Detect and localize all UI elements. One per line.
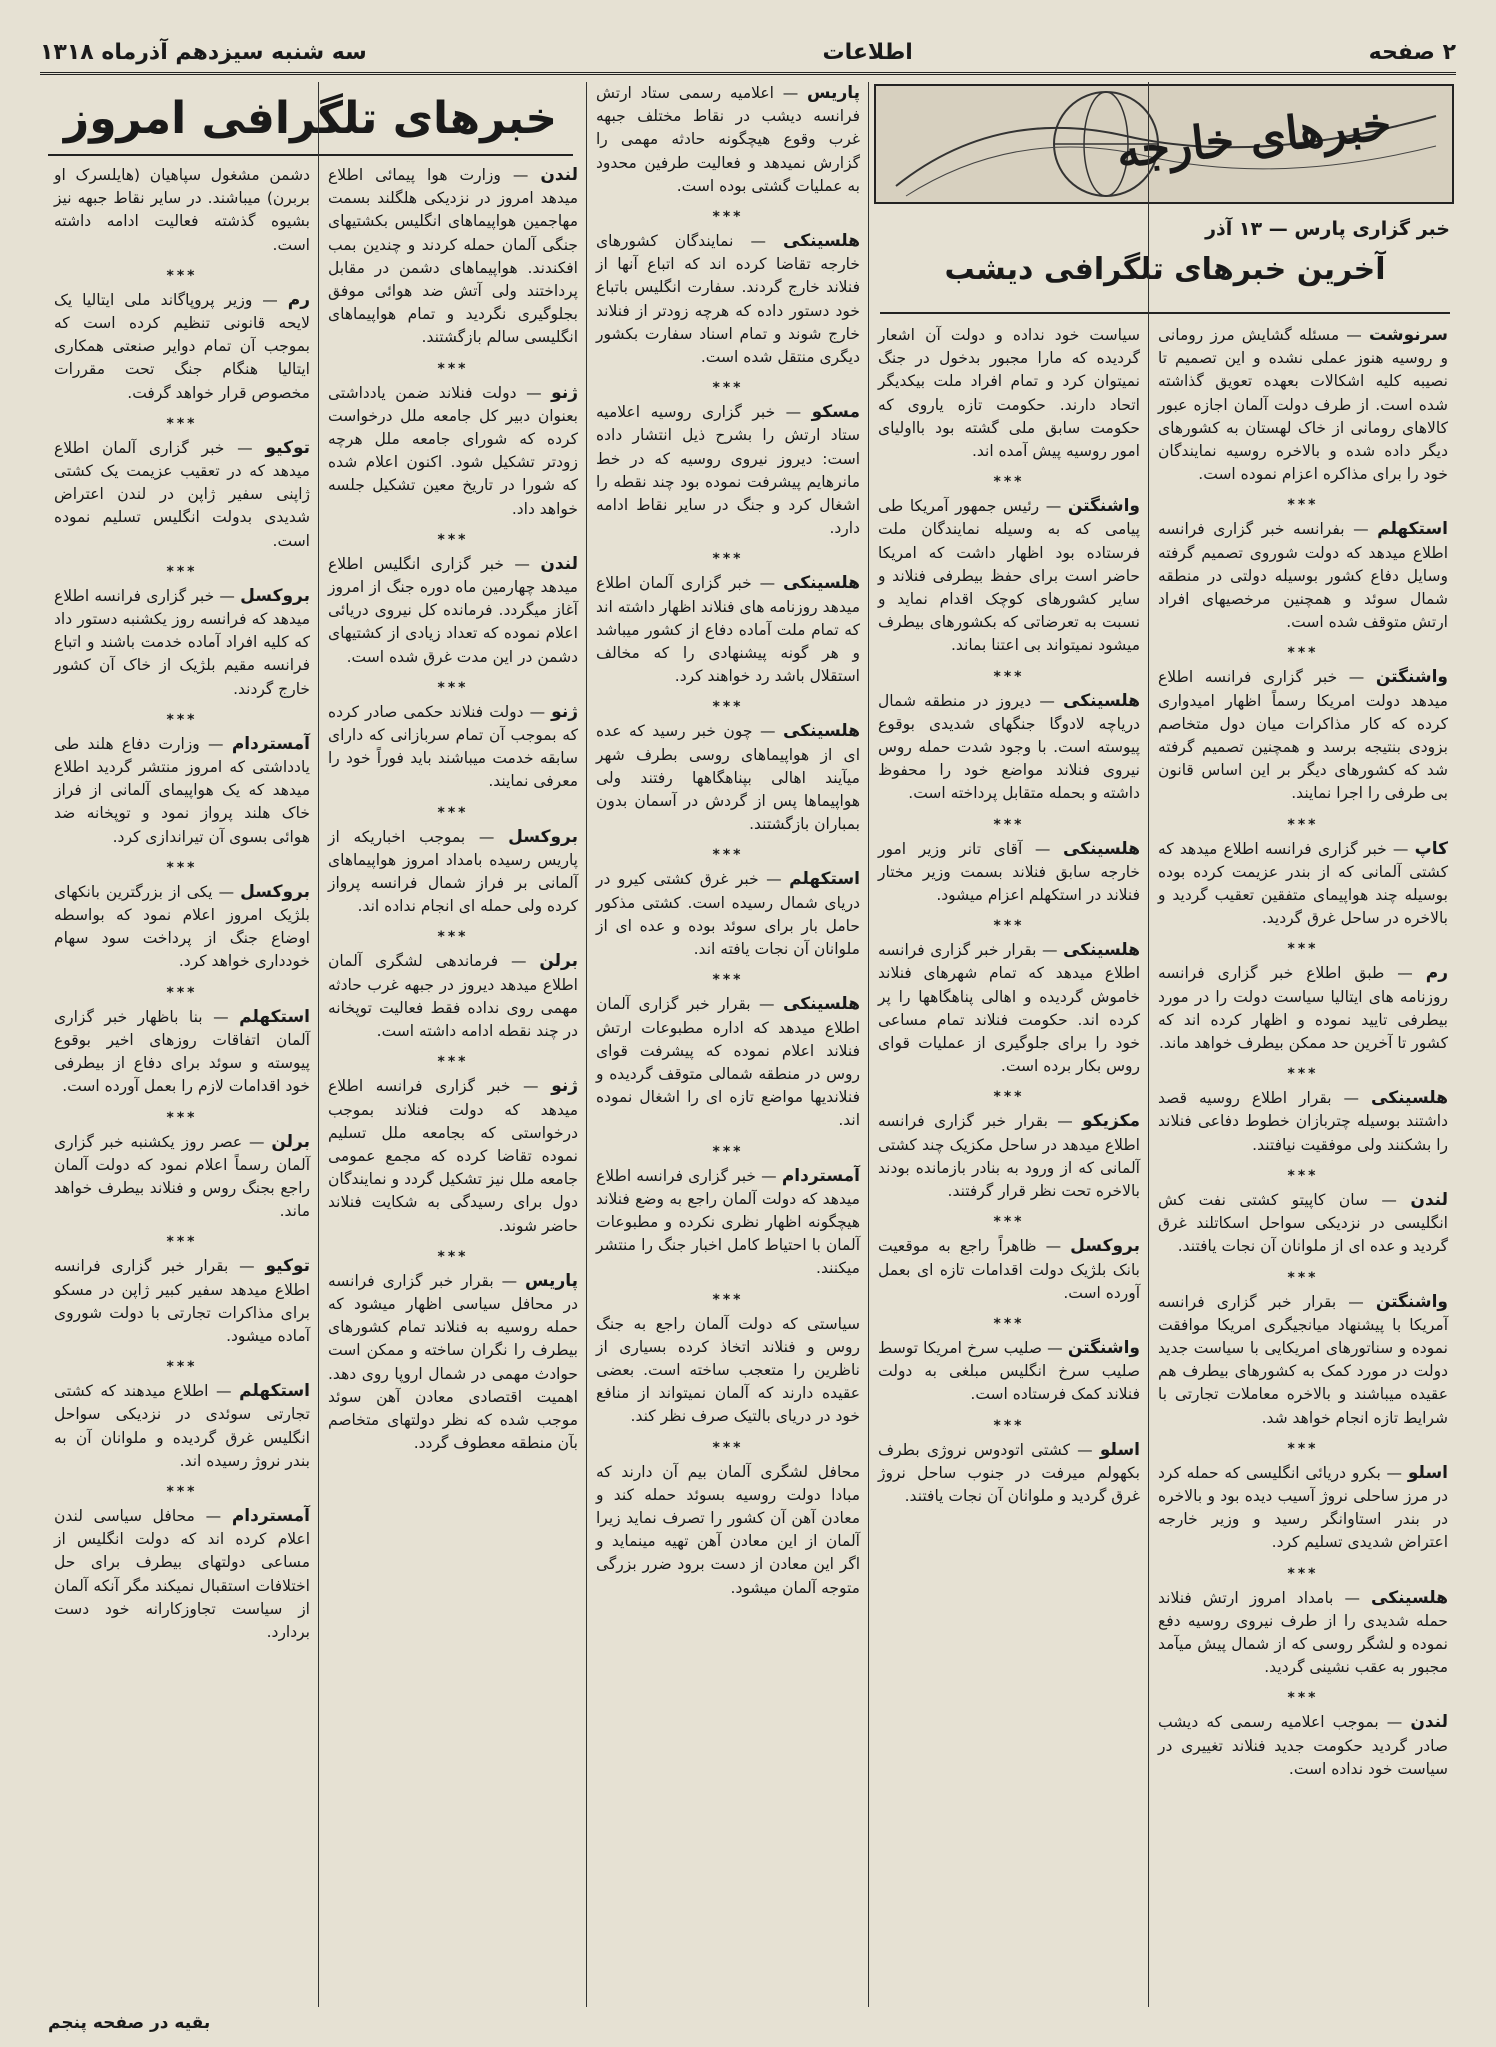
article-body: بقرار خبر گزاری فرانسه در محافل سیاسی اظهار میشود که حمله روسیه به فنلاند تمام کشورهای بیطرف را نگران ساخته و ممکن است حوادث مهمی در شمال اروپا روی دهد. اهمیت اقتصادی معادن آهن سوئد موجب شده که نظر دولتهای متخاصم بآن منطقه معطوف گردد.: [328, 1271, 578, 1453]
article-dateline-city: اسلو: [1099, 1439, 1141, 1460]
article-dateline-city: هلسینکی: [783, 994, 861, 1015]
news-article: لندن — سان کاپیتو کشتی نفت کش انگلیسی در نزدیکی سواحل اسکاتلند غرق گردید و عده ای از ملوانان آن نجات یافتند.: [1158, 1189, 1448, 1256]
news-article: هلسینکی — خبر گزاری آلمان اطلاع میدهد روزنامه های فنلاند اظهار داشته اند که تمام ملت آماده دفاع از کشور میباشد و هر گونه پیشنهادی را که مخالف استقلال باشد رد خواهند کرد.: [596, 573, 860, 686]
article-separator: ***: [437, 804, 469, 821]
article-separator: ***: [993, 1089, 1025, 1106]
article-body: خبر غرق کشتی کیرو در دریای شمال رسیده است. کشتی مذکور حامل بار برای سوئد بوده و عده ای از ملوانان آن نجات یافته اند.: [596, 870, 860, 959]
article-dateline-city: اسلو: [1407, 1462, 1448, 1483]
article-dateline-city: هلسینکی: [1063, 838, 1140, 859]
paper-name: اطلاعات: [822, 39, 913, 65]
article-separator: ***: [1287, 497, 1319, 514]
news-article: هلسینکی — نمایندگان کشورهای خارجه تقاضا کرده اند که اتباع آنها از فنلاند خارج گردند. سفارت انگلیس باتباع خود دستور داده که هرچه زودتر از فنلاند خارج شوند و تمام اسناد سفارت بکشور دیگری منتقل شده است.: [596, 231, 860, 367]
article-body: بنا باظهار خبر گزاری آلمان اتفاقات روزهای اخیر بوقوع پیوسته و سوئد برای دفاع از بیطرفی خود اقدامات لازم را بعمل آورده است.: [54, 1007, 310, 1096]
article-dateline-city: آمستردام: [231, 1505, 311, 1526]
article-separator: ***: [1287, 1565, 1319, 1582]
column-5: [46, 164, 318, 2007]
left-headline: خبرهای تلگرافی امروز: [48, 84, 573, 156]
article-separator: ***: [437, 929, 469, 946]
news-article: استکهلم — خبر غرق کشتی کیرو در دریای شمال رسیده است. کشتی مذکور حامل بار برای سوئد بوده و عده ای از ملوانان آن نجات یافته اند.: [596, 869, 860, 959]
article-separator: ***: [1287, 1440, 1319, 1457]
article-dateline-city: مکزیکو: [1082, 1111, 1141, 1132]
article-separator: ***: [166, 859, 198, 876]
column-1: [1150, 324, 1456, 2007]
article-dateline-city: استکهلم: [789, 869, 860, 890]
news-article: ژنو — خبر گزاری فرانسه اطلاع میدهد که دولت فنلاند بموجب درخواستی که بجامعه ملل تسلیم نموده تقاضا کرده که مجمع عمومی جامعه ملل نیز تشکیل گردد و نمایندگان دول برای رسیدگی به شکایت فنلاند حاضر شوند.: [328, 1076, 579, 1235]
article-separator: ***: [166, 415, 198, 432]
article-body: بقرار اطلاع روسیه قصد داشتند بوسیله چتربازان خطوط دفاعی فنلاند را بشکنند ولی موفقیت نیافتند.: [1158, 1089, 1448, 1154]
news-article: مسکو — خبر گزاری روسیه اعلامیه ستاد ارتش را بشرح ذیل انتشار داده است: دیروز نیروی روسیه که در خط مانرهایم پیشرفت نموده بود چند نقطه را اشغال کرد و جنگ در سایر نقاط ادامه دارد.: [596, 402, 860, 538]
news-article: [596, 1313, 860, 1429]
article-dateline-city: واشنگتن: [1375, 1291, 1448, 1312]
article-separator: ***: [166, 1234, 198, 1251]
article-separator: ***: [712, 1291, 744, 1308]
article-separator: ***: [993, 1315, 1025, 1332]
article-body: بفرانسه خبر گزاری فرانسه اطلاع میدهد که دولت شوروی تصمیم گرفته وسایل دفاع کشور بوسیله دولتی در منطقه شمال سوئد و همچنین مرخصیهای افراد ارتش متوقف شده است.: [1158, 520, 1448, 632]
article-body: خبر گزاری فرانسه اطلاع میدهد که فرانسه روز یکشنبه دستور داد که کلیه افراد آماده خدمت باشند و اتباع فرانسه مقیم بلژیک از خاک آن کشور خارج گردند.: [54, 586, 310, 698]
news-article: اسلو — بکرو دریائی انگلیسی که حمله کرد در مرز ساحلی نروژ آسیب دیده بود و بالاخره در بندر استاوانگر رسید و وزیر خارجه اعتراض شدیدی تسلیم کرد.: [1158, 1462, 1448, 1552]
article-separator: ***: [993, 1214, 1025, 1231]
column-4: [320, 164, 586, 2007]
news-article: لندن — خبر گزاری انگلیس اطلاع میدهد چهارمین ماه دوره جنگ از امروز آغاز میگردد. فرمانده کل نیروی دریائی اعلام نموده که تعداد زیادی از کشتیهای دشمن در این مدت غرق شده است.: [328, 553, 578, 666]
article-separator: ***: [993, 1417, 1025, 1434]
news-article: [596, 1461, 860, 1600]
article-dateline-city: آمستردام: [231, 733, 311, 754]
right-headline: آخرین خبرهای تلگرافی دیشب: [880, 252, 1450, 314]
article-separator: ***: [437, 1248, 469, 1265]
news-article: پاریس — اعلامیه رسمی ستاد ارتش فرانسه دیشب در نقاط مختلف جبهه غرب وقوع هیچگونه حادثه مهمی را گزارش نمیدهد و فعالیت طرفین محدود به عملیات گشتی بوده است.: [596, 83, 860, 195]
article-body: دشمن مشغول سپاهیان (هایلسرک او بربرن) میباشند. در سایر نقاط جبهه نیز بشیوه گذشته فعالیت ادامه داشته است.: [54, 166, 310, 254]
article-separator: ***: [712, 699, 744, 716]
article-body: سان کاپیتو کشتی نفت کش انگلیسی در نزدیکی سواحل اسکاتلند غرق گردید و عده ای از ملوانان آن نجات یافتند.: [1158, 1190, 1448, 1256]
article-body: بقرار خبر گزاری آلمان اطلاع میدهد که اداره مطبوعات ارتش فنلاند اعلام نموده که پیشرفت قوای روس در منطقه شمالی متوقف گردیده و فنلاندیها مواضع تازه ای را اشغال نموده اند.: [596, 995, 860, 1130]
article-body: خبر گزاری روسیه اعلامیه ستاد ارتش را بشرح ذیل انتشار داده است: دیروز نیروی روسیه که در خط مانرهایم پیشرفت نموده بود چند نقطه را اشغال کرد و جنگ در سایر نقاط ادامه دارد.: [596, 403, 860, 538]
article-body: محافل لشگری آلمان بیم آن دارند که مبادا دولت روسیه بسوئد حمله کند و معادن آهن آن کشور را تصرف نماید زیرا آلمان از این معادن آهن تهیه مینماید و اگر این معادن از دست برود ضرر بزرگی متوجه آلمان میشود.: [596, 1462, 860, 1597]
article-separator: ***: [712, 1143, 744, 1160]
article-dateline-city: برلن: [539, 951, 578, 972]
article-separator: ***: [1287, 645, 1319, 662]
article-separator: ***: [712, 972, 744, 989]
article-body: خبر گزاری انگلیس اطلاع میدهد چهارمین ماه دوره جنگ از امروز آغاز میگردد. فرمانده کل نیروی دریائی اعلام نموده که تعداد زیادی از کشتیهای دشمن در این مدت غرق شده است.: [328, 554, 578, 666]
page-number: ۲ صفحه: [1368, 39, 1456, 65]
article-body: بقرار خبر گزاری فرانسه آمریکا با پیشنهاد میانجیگری امریکا موافقت نموده و سناتورهای امریکایی با سیاست جدید دولت در مورد کمک به کشورهای بیطرف هم عقیده میباشند و بالاخره معاملات تجارتی با شرایط تازه انجام خواهد شد.: [1158, 1292, 1448, 1427]
article-body: وزیر پروپاگاند ملی ایتالیا یک لایحه قانونی تنظیم کرده است که بموجب آن تمام دوایر صنعتی همکاری ایتالیا هنگام جنگ تحت مقررات مخصوص قرار خواهد گرفت.: [54, 290, 310, 402]
article-body: اطلاع میدهند که کشتی تجارتی سوئدی در نزدیکی سواحل انگلیس غرق گردیده و ملوانان آن به بندر نروژ رسیده اند.: [54, 1382, 310, 1470]
news-article: استکهلم — اطلاع میدهند که کشتی تجارتی سوئدی در نزدیکی سواحل انگلیس غرق گردیده و ملوانان آن به بندر نروژ رسیده اند.: [54, 1381, 310, 1470]
article-body: عصر روز یکشنبه خبر گزاری آلمان رسماً اعلام نمود که دولت آلمان راجع بجنگ روس و فنلاند بیطرف خواهد ماند.: [54, 1132, 310, 1221]
news-article: آمستردام — محافل سیاسی لندن اعلام کرده اند که دولت انگلیس از مساعی دولتهای بیطرف برای حل اختلافات استقبال نمیکند مگر آنکه آلمان از سیاست تجاوزکارانه خود دست بردارد.: [54, 1505, 311, 1641]
article-dateline-city: لندن: [1410, 1712, 1448, 1733]
article-body: وزارت هوا پیمائی اطلاع میدهد امروز در نزدیکی هلگلند بسمت مهاجمین هواپیماهای انگلیس بکشتیهای جنگی آلمان حمله کردند و چندین بمب افکندند. هواپیماهای دشمن در مقابل پرداختند ولی آتش ضد هوائی موفق بجلوگیری نگردید و تمام هواپیماهای انگلیسی سالم بازگشتند.: [328, 166, 578, 347]
news-article: واشنگتن — رئیس جمهور آمریکا طی پیامی که به وسیله نمایندگان ملت فرستاده بود اظهار داشت که امریکا حاضر است برای حفظ بیطرفی فنلاند و سایر کشورهای کوچک اقدام نماید و نسبت به تعرضاتی که بکشورهای بیطرف میشود نمیتواند بی اعتنا بماند.: [878, 496, 1140, 655]
news-article: برلن — فرماندهی لشگری آلمان اطلاع میدهد دیروز در جبهه غرب حادثه مهمی روی نداده فقط فعالیت توپخانه در چند نقطه ادامه داشته است.: [328, 951, 578, 1041]
news-article: ژنو — دولت فنلاند ضمن یادداشتی بعنوان دبیر کل جامعه ملل درخواست کرده که شورای جامعه ملل هرچه زودتر تشکیل شود. اکنون اعلام شده که شورا در تاریخ معین تشکیل جلسه خواهد داد.: [328, 382, 578, 518]
article-body: خبر گزاری فرانسه اطلاع میدهد که کشتی آلمانی که از بندر عزیمت کرده بوده بوسیله چند هواپیمای متفقین تعقیب گردید و بالاخره در ساحل غرق گردید.: [1158, 839, 1448, 928]
news-article: هلسینکی — بقرار اطلاع روسیه قصد داشتند بوسیله چتربازان خطوط دفاعی فنلاند را بشکنند ولی موفقیت نیافتند.: [1158, 1088, 1448, 1154]
article-body: دیروز در منطقه شمال دریاچه لادوگا جنگهای شدیدی بوقوع پیوسته است. با وجود شدت حمله روس نیروی فنلاند مواضع خود را محفوظ داشته و بحمله متقابل پرداخته است.: [878, 691, 1140, 803]
news-article: هلسینکی — آقای تانر وزیر امور خارجه سابق فنلاند بسمت وزیر مختار فنلاند در استکهلم اعزام میشود.: [878, 838, 1140, 905]
article-body: نمایندگان کشورهای خارجه تقاضا کرده اند که اتباع آنها از فنلاند خارج گردند. سفارت انگلیس باتباع خود دستور داده که هرچه زودتر از فنلاند خارج شوند و تمام اسناد سفارت بکشور دیگری منتقل شده است.: [596, 232, 860, 367]
article-body: مسئله گشایش مرز رومانی و روسیه هنوز عملی نشده و این تصمیم تا نصیبه کلیه اشکالات بعهده تعویق گذاشته شده است. از طرف دولت آلمان اجازه عبور کالاهای رومانی از خاک لهستان به کشورهای دیگر داده شده و بالاخره روسیه نمایندگان خود را برای مذاکره اعزام نموده است.: [1158, 326, 1448, 484]
article-separator: ***: [166, 1483, 198, 1500]
article-body: رئیس جمهور آمریکا طی پیامی که به وسیله نمایندگان ملت فرستاده بود اظهار داشت که امریکا حاضر است برای حفظ بیطرفی فنلاند و سایر کشورهای کوچک اقدام نماید و نسبت به تعرضاتی که بکشورهای بیطرف میشود نمیتواند بی اعتنا بماند.: [878, 497, 1140, 655]
article-dateline-city: توکیو: [265, 437, 310, 458]
news-article: واشنگتن — بقرار خبر گزاری فرانسه آمریکا با پیشنهاد میانجیگری امریکا موافقت نموده و سناتورهای امریکایی با سیاست جدید دولت در مورد کمک به کشورهای بیطرف هم عقیده میباشند و بالاخره معاملات تجارتی با شرایط تازه انجام خواهد شد.: [1158, 1291, 1448, 1427]
article-body: سیاست خود نداده و دولت آن اشعار گردیده که مارا مجبور بدخول در جنگ نمیتوان کرد و تمام افراد ملت بیکدیگر اتحاد دارند. حکومت تازه یاروی که حکومت سابق ملی گشته بود بااولیای امور روسیه پیش آمده اند.: [878, 326, 1140, 461]
dateline: خبر گزاری پارس — ۱۳ آذر: [1205, 218, 1450, 240]
article-separator: ***: [437, 360, 469, 377]
news-article: [878, 324, 1140, 463]
article-separator: ***: [993, 816, 1025, 833]
article-dateline-city: ژنو: [551, 1076, 579, 1097]
article-separator: ***: [1287, 1066, 1319, 1083]
article-dateline-city: بروکسل: [508, 826, 578, 847]
article-separator: ***: [712, 380, 744, 397]
news-article: آمستردام — وزارت دفاع هلند طی یادداشتی که امروز منتشر گردید اطلاع میدهد که یک هواپیمای آلمانی از فراز خاک هلند پرواز نمود و توپخانه ضد هوائی بسوی آن تیراندازی کرد.: [54, 733, 311, 846]
column-rule: [1148, 82, 1149, 2007]
article-separator: ***: [1287, 1269, 1319, 1286]
article-separator: ***: [993, 474, 1025, 491]
article-dateline-city: لندن: [1410, 1189, 1448, 1210]
news-article: استکهلم — بنا باظهار خبر گزاری آلمان اتفاقات روزهای اخیر بوقوع پیوسته و سوئد برای دفاع از بیطرفی خود اقدامات لازم را بعمل آورده است.: [54, 1006, 311, 1096]
article-dateline-city: پاریس: [525, 1270, 578, 1291]
news-article: هلسینکی — دیروز در منطقه شمال دریاچه لادوگا جنگهای شدیدی بوقوع پیوسته است. با وجود شدت حمله روس نیروی فنلاند مواضع خود را محفوظ داشته و بحمله متقابل پرداخته است.: [878, 690, 1141, 803]
article-separator: ***: [1287, 816, 1319, 833]
article-dateline-city: هلسینکی: [1371, 1088, 1448, 1109]
article-body: سیاستی که دولت آلمان راجع به جنگ روس و فنلاند اتخاذ کرده بسیاری از ناظرین را متعجب ساخته است. بعضی عقیده دارند که آلمان نمیتواند از منافع خود در دریای بالتیک صرف نظر کند.: [596, 1314, 860, 1426]
news-article: هلسینکی — چون خبر رسید که عده ای از هواپیماهای روسی بطرف شهر میآیند اهالی بپناهگاهها رفتند ولی هواپیماها پس از گردش در آسمان بدون بمباران بازگشتند.: [596, 721, 860, 834]
continuation-note: بقیه در صفحه پنجم: [48, 2013, 211, 2033]
article-dateline-city: استکهلم: [1377, 519, 1448, 540]
news-article: توکیو — خبر گزاری آلمان اطلاع میدهد که در تعقیب عزیمت یک کشتی ژاپنی سفیر ژاپن در لندن اعتراض شدیدی بدولت انگلیس تسلیم نموده است.: [54, 437, 310, 550]
article-separator: ***: [166, 267, 198, 284]
article-body: خبر گزاری آلمان اطلاع میدهد که در تعقیب عزیمت یک کشتی ژاپنی سفیر ژاپن در لندن اعتراض شدیدی بدولت انگلیس تسلیم نموده است.: [54, 438, 310, 550]
article-body: دولت فنلاند حکمی صادر کرده که بموجب آن تمام سربازانی که دارای سابقه خدمت میباشند باید فوراً خود را معرفی نمایند.: [328, 702, 578, 791]
article-dateline-city: هلسینکی: [783, 721, 860, 742]
article-body: یکی از بزرگترین بانکهای بلژیک امروز اعلام نمود که بواسطه اوضاع جنگ از پرداخت سود سهام خودداری خواهد کرد.: [54, 882, 310, 971]
article-body: خبر گزاری فرانسه اطلاع میدهد که دولت فنلاند بموجب درخواستی که بجامعه ملل تسلیم نموده تقاضا کرده که مجمع عمومی جامعه ملل نیز تشکیل گردد و نمایندگان دول برای رسیدگی به شکایت فنلاند حاضر شوند.: [328, 1077, 578, 1235]
article-dateline-city: مسکو: [811, 402, 860, 423]
article-body: خبر گزاری آلمان اطلاع میدهد روزنامه های فنلاند اظهار داشته اند که تمام ملت آماده دفاع از کشور میباشد و هر گونه پیشنهادی را که مخالف استقلال باشد رد خواهند کرد.: [596, 574, 860, 686]
article-dateline-city: پاریس: [807, 83, 860, 103]
news-article: توکیو — بقرار خبر گزاری فرانسه اطلاع میدهد سفیر کبیر ژاپن در مسکو برای مذاکرات تجارتی با دولت شوروی آماده میشود.: [54, 1256, 310, 1345]
banner-title: خبرهای خارجه: [1114, 95, 1395, 179]
article-dateline-city: سرنوشت: [1368, 325, 1448, 345]
article-dateline-city: بروکسل: [240, 585, 310, 606]
article-body: بامداد امروز ارتش فنلاند حمله شدیدی را از طرف نیروی روسیه دفع نموده و لشگر روسی که از شمال پیش میآمد مجبور به عقب نشینی گردید.: [1158, 1588, 1448, 1677]
column-3: [588, 82, 868, 2007]
page-header: [40, 32, 1456, 75]
article-dateline-city: واشنگتن: [1067, 496, 1140, 517]
news-article: هلسینکی — بقرار خبر گزاری آلمان اطلاع میدهد که اداره مطبوعات ارتش فنلاند اعلام نموده که پیشرفت قوای روس در منطقه شمالی متوقف گردیده و فنلاندیها مواضع تازه ای را اشغال نموده اند.: [596, 994, 861, 1130]
article-dateline-city: واشنگتن: [1375, 667, 1449, 688]
article-separator: ***: [437, 1054, 469, 1071]
news-article: لندن — وزارت هوا پیمائی اطلاع میدهد امروز در نزدیکی هلگلند بسمت مهاجمین هواپیماهای انگلیس بکشتیهای جنگی آلمان حمله کردند و چندین بمب افکندند. هواپیماهای دشمن در مقابل پرداختند ولی آتش ضد هوائی موفق بجلوگیری نگردید و تمام هواپیماهای انگلیسی سالم بازگشتند.: [328, 165, 578, 347]
article-body: دولت فنلاند ضمن یادداشتی بعنوان دبیر کل جامعه ملل درخواست کرده که شورای جامعه ملل هرچه زودتر تشکیل شود. اکنون اعلام شده که شورا در تاریخ معین تشکیل جلسه خواهد داد.: [328, 383, 578, 518]
article-separator: ***: [166, 711, 198, 728]
news-article: بروکسل — ظاهراً راجع به موقعیت بانک بلژیک دولت اقدامات تازه ای بعمل آورده است.: [878, 1236, 1141, 1302]
article-body: چون خبر رسید که عده ای از هواپیماهای روسی بطرف شهر میآیند اهالی بپناهگاهها رفتند ولی هواپیماها پس از گردش در آسمان بدون بمباران بازگشتند.: [596, 722, 860, 834]
column-2: [870, 324, 1148, 2007]
article-body: کشتی اتودوس نروژی بطرف بکهولم میرفت در جنوب ساحل نروژ غرق گردید و ملوانان آن نجات یافتند.: [878, 1440, 1140, 1505]
article-body: محافل سیاسی لندن اعلام کرده اند که دولت انگلیس از مساعی دولتهای بیطرف برای حل اختلافات استقبال نمیکند مگر آنکه آلمان از سیاست تجاوزکارانه خود دست بردارد.: [54, 1506, 310, 1641]
news-article: بروکسل — یکی از بزرگترین بانکهای بلژیک امروز اعلام نمود که بواسطه اوضاع جنگ از پرداخت سود سهام خودداری خواهد کرد.: [54, 881, 310, 971]
news-article: هلسینکی — بقرار خبر گزاری فرانسه اطلاع میدهد که تمام شهرهای فنلاند خاموش گردیده و اهالی پناهگاهها را پر کرده اند. حکومت فنلاند تمام مساعی خود را برای جلوگیری از عملیات قوای روس بکار برده است.: [878, 940, 1140, 1076]
article-dateline-city: برلن: [271, 1131, 311, 1152]
news-article: اسلو — کشتی اتودوس نروژی بطرف بکهولم میرفت در جنوب ساحل نروژ غرق گردید و ملوانان آن نجات یافتند.: [878, 1439, 1141, 1505]
article-dateline-city: لندن: [540, 165, 578, 185]
news-article: پاریس — بقرار خبر گزاری فرانسه در محافل سیاسی اظهار میشود که حمله روسیه به فنلاند تمام کشورهای بیطرف را نگران ساخته و ممکن است حوادث مهمی در شمال اروپا روی دهد. اهمیت اقتصادی معادن آهن سوئد موجب شده که نظر دولتهای متخاصم بآن منطقه معطوف گردد.: [328, 1270, 578, 1453]
article-dateline-city: هلسینکی: [783, 573, 860, 594]
article-body: ظاهراً راجع به موقعیت بانک بلژیک دولت اقدامات تازه ای بعمل آورده است.: [878, 1237, 1140, 1302]
column-rule: [868, 82, 869, 2007]
article-dateline-city: آمستردام: [781, 1165, 860, 1186]
article-dateline-city: ژنو: [551, 701, 578, 722]
article-separator: ***: [712, 209, 744, 226]
article-body: بقرار خبر گزاری فرانسه اطلاع میدهد سفیر کبیر ژاپن در مسکو برای مذاکرات تجارتی با دولت شوروی آماده میشود.: [54, 1257, 310, 1345]
news-article: واشنگتن — صلیب سرخ امریکا توسط صلیب سرخ انگلیس مبلغی به دولت فنلاند کمک فرستاده است.: [878, 1337, 1141, 1404]
article-dateline-city: استکهلم: [239, 1381, 310, 1402]
news-article: لندن — بموجب اعلامیه رسمی که دیشب صادر گردید حکومت جدید فنلاند تغییری در سیاست خود نداده است.: [1158, 1712, 1448, 1778]
column-rule: [586, 82, 587, 2007]
article-dateline-city: رم: [287, 289, 311, 310]
article-dateline-city: استکهلم: [239, 1006, 311, 1027]
news-article: [54, 164, 310, 257]
article-separator: ***: [1287, 1690, 1319, 1707]
article-dateline-city: هلسینکی: [1063, 690, 1141, 711]
article-body: آقای تانر وزیر امور خارجه سابق فنلاند بسمت وزیر مختار فنلاند در استکهلم اعزام میشود.: [878, 839, 1140, 905]
article-body: خبر گزاری فرانسه اطلاع میدهد دولت امریکا رسماً اظهار امیدواری کرده که کار مذاکرات میان دول متخاصم بزودی بنتیجه برسد و همچنین تصمیم گرفته شد که کشورهای دیگر بر این اساس قانون بی طرفی را اجرا نمایند.: [1158, 668, 1448, 803]
news-article: رم — طبق اطلاع خبر گزاری فرانسه روزنامه های ایتالیا سیاست دولت را در مورد بیطرفی تایید نموده و اظهار کرده اند که کشور تا آخرین حد ممکن بیطرف خواهد ماند.: [1158, 963, 1448, 1053]
column-rule: [318, 82, 319, 2007]
article-separator: ***: [1287, 1167, 1319, 1184]
article-body: اعلامیه رسمی ستاد ارتش فرانسه دیشب در نقاط مختلف جبهه غرب وقوع هیچگونه حادثه مهمی را گزارش نمیدهد و فعالیت طرفین محدود به عملیات گشتی بوده است.: [596, 84, 860, 195]
foreign-news-banner: [874, 84, 1454, 204]
news-article: واشنگتن — خبر گزاری فرانسه اطلاع میدهد دولت امریکا رسماً اظهار امیدواری کرده که کار مذاکرات میان دول متخاصم بزودی بنتیجه برسد و همچنین تصمیم گرفته شد که کشورهای دیگر بر این اساس قانون بی طرفی را اجرا نمایند.: [1158, 667, 1449, 803]
news-article: مکزیکو — بقرار خبر گزاری فرانسه اطلاع میدهد در ساحل مکزیک چند کشتی آلمانی که از ورود به بنادر بازمانده بودند بالاخره تحت نظر قرار گرفتند.: [878, 1111, 1141, 1201]
news-article: کاپ — خبر گزاری فرانسه اطلاع میدهد که کشتی آلمانی که از بندر عزیمت کرده بوده بوسیله چند هواپیمای متفقین تعقیب گردید و بالاخره در ساحل غرق گردید.: [1158, 838, 1449, 928]
article-separator: ***: [166, 563, 198, 580]
news-article: هلسینکی — بامداد امروز ارتش فنلاند حمله شدیدی را از طرف نیروی روسیه دفع نموده و لشگر روسی که از شمال پیش میآمد مجبور به عقب نشینی گردید.: [1158, 1587, 1448, 1677]
article-body: بقرار خبر گزاری فرانسه اطلاع میدهد در ساحل مکزیک چند کشتی آلمانی که از ورود به بنادر بازمانده بودند بالاخره تحت نظر قرار گرفتند.: [878, 1112, 1140, 1201]
news-article: بروکسل — خبر گزاری فرانسه اطلاع میدهد که فرانسه روز یکشنبه دستور داد که کلیه افراد آماده خدمت باشند و اتباع فرانسه مقیم بلژیک از خاک آن کشور خارج گردند.: [54, 585, 310, 698]
article-body: فرماندهی لشگری آلمان اطلاع میدهد دیروز در جبهه غرب حادثه مهمی روی نداده فقط فعالیت توپخانه در چند نقطه ادامه داشته است.: [328, 952, 578, 1041]
article-separator: ***: [166, 1359, 198, 1376]
page-date: سه شنبه سیزدهم آذرماه ۱۳۱۸: [40, 39, 367, 65]
article-body: بموجب اعلامیه رسمی که دیشب صادر گردید حکومت جدید فنلاند تغییری در سیاست خود نداده است.: [1158, 1713, 1448, 1778]
news-article: ژنو — دولت فنلاند حکمی صادر کرده که بموجب آن تمام سربازانی که دارای سابقه خدمت میباشند باید فوراً خود را معرفی نمایند.: [328, 701, 578, 791]
article-dateline-city: هلسینکی: [1371, 1587, 1448, 1608]
article-body: خبر گزاری فرانسه اطلاع میدهد که دولت آلمان راجع به وضع فنلاند هیچگونه اظهار نظری نکرده و مطبوعات آلمان با احتیاط کامل اخبار جنگ را منتشر میکنند.: [596, 1166, 860, 1278]
news-article: برلن — عصر روز یکشنبه خبر گزاری آلمان رسماً اعلام نمود که دولت آلمان راجع بجنگ روس و فنلاند بیطرف خواهد ماند.: [54, 1131, 311, 1221]
article-separator: ***: [437, 531, 469, 548]
news-article: رم — وزیر پروپاگاند ملی ایتالیا یک لایحه قانونی تنظیم کرده است که بموجب آن تمام دوایر صنعتی همکاری ایتالیا هنگام جنگ تحت مقررات مخصوص قرار خواهد گرفت.: [54, 289, 311, 402]
article-separator: ***: [993, 668, 1025, 685]
article-body: وزارت دفاع هلند طی یادداشتی که امروز منتشر گردید اطلاع میدهد که یک هواپیمای آلمانی از فراز خاک هلند پرواز نمود و توپخانه ضد هوائی بسوی آن تیراندازی کرد.: [54, 734, 310, 846]
article-dateline-city: بروکسل: [1070, 1236, 1141, 1257]
article-dateline-city: هلسینکی: [1063, 940, 1140, 961]
article-body: بکرو دریائی انگلیسی که حمله کرد در مرز ساحلی نروژ آسیب دیده بود و بالاخره در بندر استاوانگر رسید و وزیر خارجه اعتراض شدیدی تسلیم کرد.: [1158, 1463, 1448, 1552]
article-body: طبق اطلاع خبر گزاری فرانسه روزنامه های ایتالیا سیاست دولت را در مورد بیطرفی تایید نموده و اظهار کرده اند که کشور تا آخرین حد ممکن بیطرف خواهد ماند.: [1158, 964, 1448, 1053]
article-separator: ***: [1287, 941, 1319, 958]
article-separator: ***: [993, 918, 1025, 935]
article-separator: ***: [166, 1109, 198, 1126]
article-dateline-city: ژنو: [551, 382, 578, 403]
article-dateline-city: توکیو: [265, 1256, 310, 1277]
article-separator: ***: [712, 847, 744, 864]
article-dateline-city: رم: [1425, 963, 1448, 984]
article-dateline-city: کاپ: [1414, 838, 1449, 859]
article-separator: ***: [712, 551, 744, 568]
article-dateline-city: بروکسل: [240, 881, 310, 902]
article-body: بقرار خبر گزاری فرانسه اطلاع میدهد که تمام شهرهای فنلاند خاموش گردیده و اهالی پناهگاهها را پر کرده اند. حکومت فنلاند تمام مساعی خود را برای جلوگیری از عملیات قوای روس بکار برده است.: [878, 941, 1140, 1076]
article-dateline-city: لندن: [540, 553, 578, 574]
article-dateline-city: هلسینکی: [783, 231, 860, 252]
news-article: بروکسل — بموجب اخباریکه از پاریس رسیده بامداد امروز هواپیماهای آلمانی بر فراز شمال فرانسه پرواز کرده ولی حمله ای انجام نداده اند.: [328, 826, 578, 916]
article-separator: ***: [437, 679, 469, 696]
article-body: صلیب سرخ امریکا توسط صلیب سرخ انگلیس مبلغی به دولت فنلاند کمک فرستاده است.: [878, 1338, 1140, 1404]
article-body: بموجب اخباریکه از پاریس رسیده بامداد امروز هواپیماهای آلمانی بر فراز شمال فرانسه پرواز کرده ولی حمله ای انجام نداده اند.: [328, 827, 578, 916]
article-dateline-city: واشنگتن: [1067, 1337, 1141, 1358]
article-separator: ***: [712, 1439, 744, 1456]
news-article: استکهلم — بفرانسه خبر گزاری فرانسه اطلاع میدهد که دولت شوروی تصمیم گرفته وسایل دفاع کشور بوسیله دولتی در منطقه شمال سوئد و همچنین مرخصیهای افراد ارتش متوقف شده است.: [1158, 519, 1448, 632]
news-article: آمستردام — خبر گزاری فرانسه اطلاع میدهد که دولت آلمان راجع به وضع فنلاند هیچگونه اظهار نظری نکرده و مطبوعات آلمان با احتیاط کامل اخبار جنگ را منتشر میکنند.: [596, 1165, 860, 1278]
news-article: سرنوشت — مسئله گشایش مرز رومانی و روسیه هنوز عملی نشده و این تصمیم تا نصیبه کلیه اشکالات بعهده تعویق گذاشته شده است. از طرف دولت آلمان اجازه عبور کالاهای رومانی از خاک لهستان به کشورهای دیگر داده شده و بالاخره روسیه نمایندگان خود را برای مذاکره اعزام نموده است.: [1158, 325, 1448, 484]
article-separator: ***: [166, 984, 198, 1001]
